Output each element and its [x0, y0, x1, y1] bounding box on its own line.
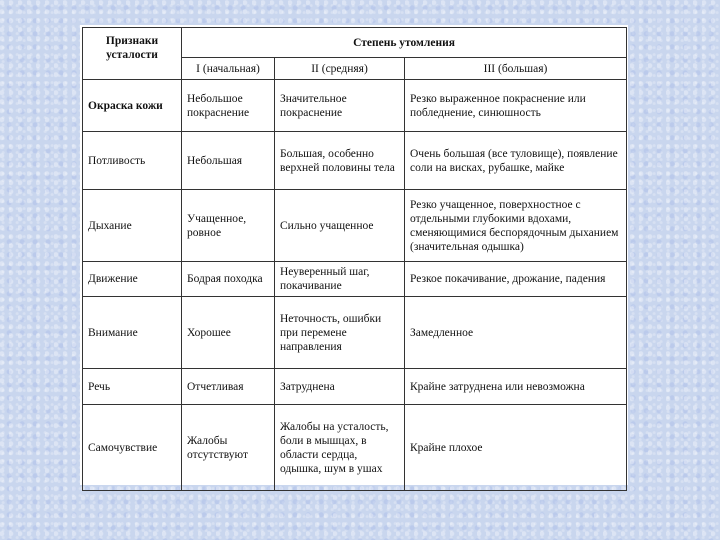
table-row	[83, 369, 627, 405]
header-degree-2: II (средняя)	[275, 58, 405, 80]
sign-cell: Речь	[83, 369, 182, 405]
degree-2-cell: Затруднена	[275, 369, 405, 405]
table-row	[83, 132, 627, 190]
degree-1-cell: Небольшая	[182, 132, 275, 190]
sign-cell: Потливость	[83, 132, 182, 190]
sign-cell: Движение	[83, 262, 182, 297]
table-row	[83, 297, 627, 369]
table-row	[83, 190, 627, 262]
degree-2-cell: Сильно учащенное	[275, 190, 405, 262]
degree-3-cell: Резко учащенное, поверхностное с отдельными глубокими вдохами, сменяющимися беспорядочным дыханием (значительная одышка)	[405, 190, 627, 262]
degree-3-cell: Очень большая (все туловище), появление соли на висках, рубашке, майке	[405, 132, 627, 190]
degree-2-cell: Большая, особенно верхней половины тела	[275, 132, 405, 190]
sign-cell: Дыхание	[83, 190, 182, 262]
sign-cell: Самочувствие	[83, 405, 182, 491]
degree-2-cell: Неуверенный шаг, покачивание	[275, 262, 405, 297]
degree-1-cell: Учащенное, ровное	[182, 190, 275, 262]
sign-cell: Внимание	[83, 297, 182, 369]
header-signs: Признаки усталости	[83, 28, 182, 80]
degree-2-cell: Неточность, ошибки при перемене направления	[275, 297, 405, 369]
degree-1-cell: Жалобы отсутствуют	[182, 405, 275, 491]
header-fatigue-degree: Степень утомления	[182, 28, 627, 58]
degree-3-cell: Резко выраженное покраснение или побледнение, синюшность	[405, 80, 627, 132]
header-degree-1: I (начальная)	[182, 58, 275, 80]
degree-1-cell: Бодрая походка	[182, 262, 275, 297]
header-degree-3: III (большая)	[405, 58, 627, 80]
degree-3-cell: Замедленное	[405, 297, 627, 369]
degree-2-cell: Значительное покраснение	[275, 80, 405, 132]
degree-1-cell: Небольшое покраснение	[182, 80, 275, 132]
sign-cell: Окраска кожи	[83, 80, 182, 132]
degree-2-cell: Жалобы на усталость, боли в мышцах, в области сердца, одышка, шум в ушах	[275, 405, 405, 491]
table-row	[83, 262, 627, 297]
degree-3-cell: Крайне плохое	[405, 405, 627, 491]
table-row	[83, 405, 627, 491]
fatigue-table	[82, 27, 627, 491]
degree-1-cell: Отчетливая	[182, 369, 275, 405]
degree-3-cell: Резкое покачивание, дрожание, падения	[405, 262, 627, 297]
degree-3-cell: Крайне затруднена или невозможна	[405, 369, 627, 405]
degree-1-cell: Хорошее	[182, 297, 275, 369]
table-row	[83, 80, 627, 132]
document-page	[80, 25, 628, 485]
